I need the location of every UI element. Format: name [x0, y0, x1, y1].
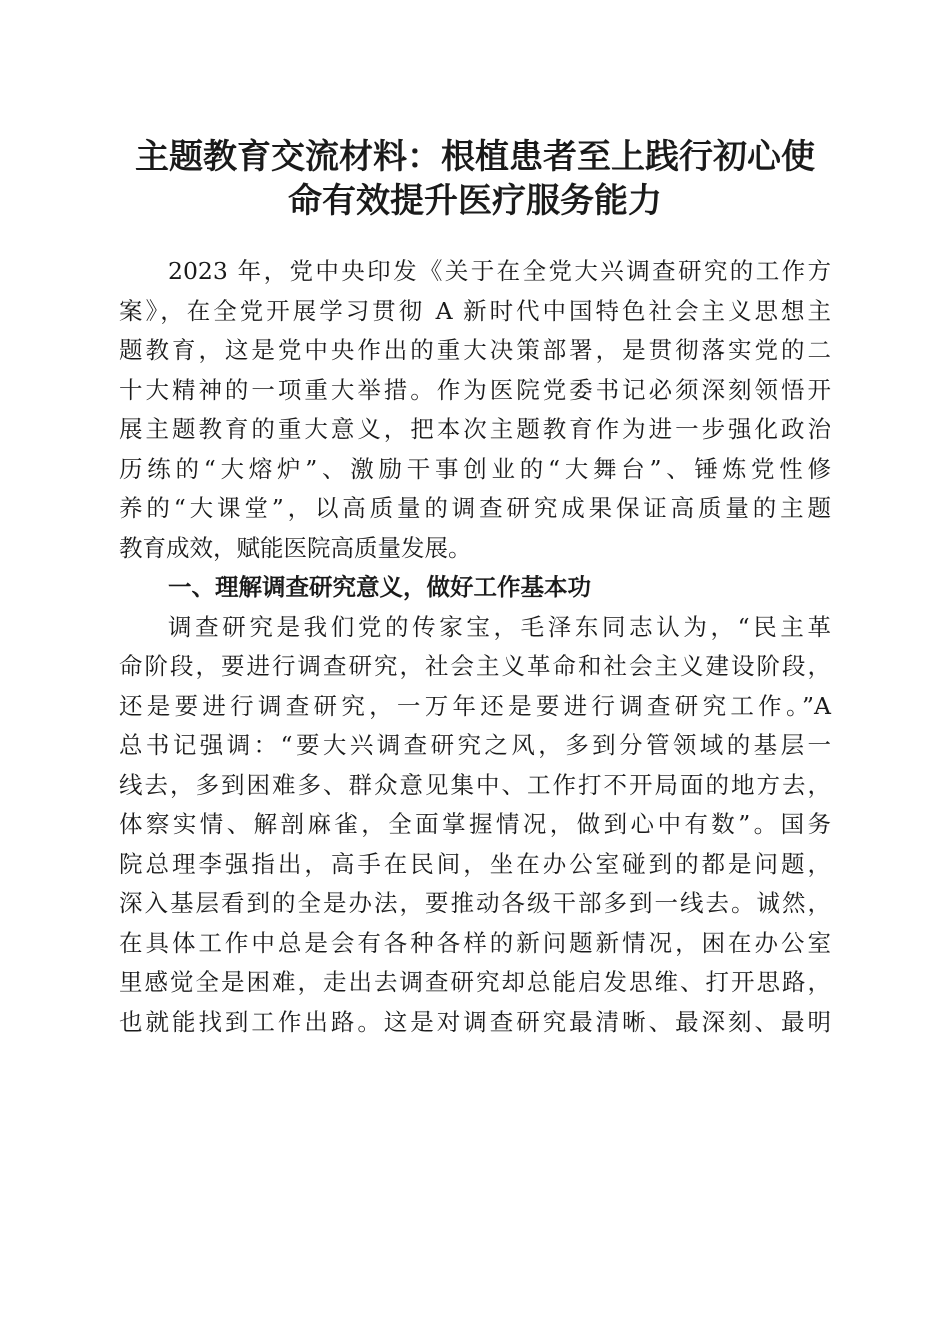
paragraph-line: 题教育，这是党中央作出的重大决策部署，是贯彻落实党的二	[119, 336, 831, 364]
paragraph-line: 还是要进行调查研究，一万年还是要进行调查研究工作。”A	[119, 691, 831, 720]
document-body	[119, 252, 831, 1042]
paragraph-line: 命阶段，要进行调查研究，社会主义革命和社会主义建设阶段，	[119, 652, 831, 680]
paragraph-line: 总书记强调：“要大兴调查研究之风，多到分管领域的基层一	[119, 731, 831, 759]
paragraph-line: 教育成效，赋能医院高质量发展。	[119, 533, 472, 562]
paragraph-research	[119, 608, 831, 1043]
paragraph-line: 历练的“大熔炉”、激励干事创业的“大舞台”、锤炼党性修	[119, 454, 831, 483]
paragraph-line: 案》，在全党开展学习贯彻 A 新时代中国特色社会主义思想主	[119, 296, 831, 325]
section-heading: 一、理解调查研究意义，做好工作基本功	[168, 573, 591, 601]
paragraph-line: 在具体工作中总是会有各种各样的新问题新情况，困在办公室	[119, 928, 831, 957]
paragraph-line: 里感觉全是困难，走出去调查研究却总能启发思维、打开思路，	[119, 968, 831, 996]
paragraph-line: 体察实情、解剖麻雀，全面掌握情况，做到心中有数”。国务	[119, 810, 831, 838]
paragraph-line: 养的“大课堂”，以高质量的调查研究成果保证高质量的主题	[119, 494, 831, 522]
paragraph-line: 线去，多到困难多、群众意见集中、工作打不开局面的地方去，	[119, 770, 831, 799]
paragraph-line: 2023 年，党中央印发《关于在全党大兴调查研究的工作方	[168, 257, 831, 285]
title-line-1: 主题教育交流材料：根植患者至上践行初心使	[135, 137, 815, 177]
paragraph-line: 深入基层看到的全是办法，要推动各级干部多到一线去。诚然，	[119, 889, 831, 917]
paragraph-intro	[119, 252, 831, 568]
title-line-2: 命有效提升医疗服务能力	[288, 181, 662, 221]
paragraph-line: 展主题教育的重大意义，把本次主题教育作为进一步强化政治	[119, 415, 831, 443]
paragraph-line: 十大精神的一项重大举措。作为医院党委书记必须深刻领悟开	[119, 375, 831, 404]
paragraph-line: 也就能找到工作出路。这是对调查研究最清晰、最深刻、最明	[119, 1007, 831, 1036]
document-title	[110, 135, 840, 223]
paragraph-line: 院总理李强指出，高手在民间，坐在办公室碰到的都是问题，	[119, 849, 831, 878]
paragraph-line: 调查研究是我们党的传家宝，毛泽东同志认为，“民主革	[168, 612, 831, 641]
